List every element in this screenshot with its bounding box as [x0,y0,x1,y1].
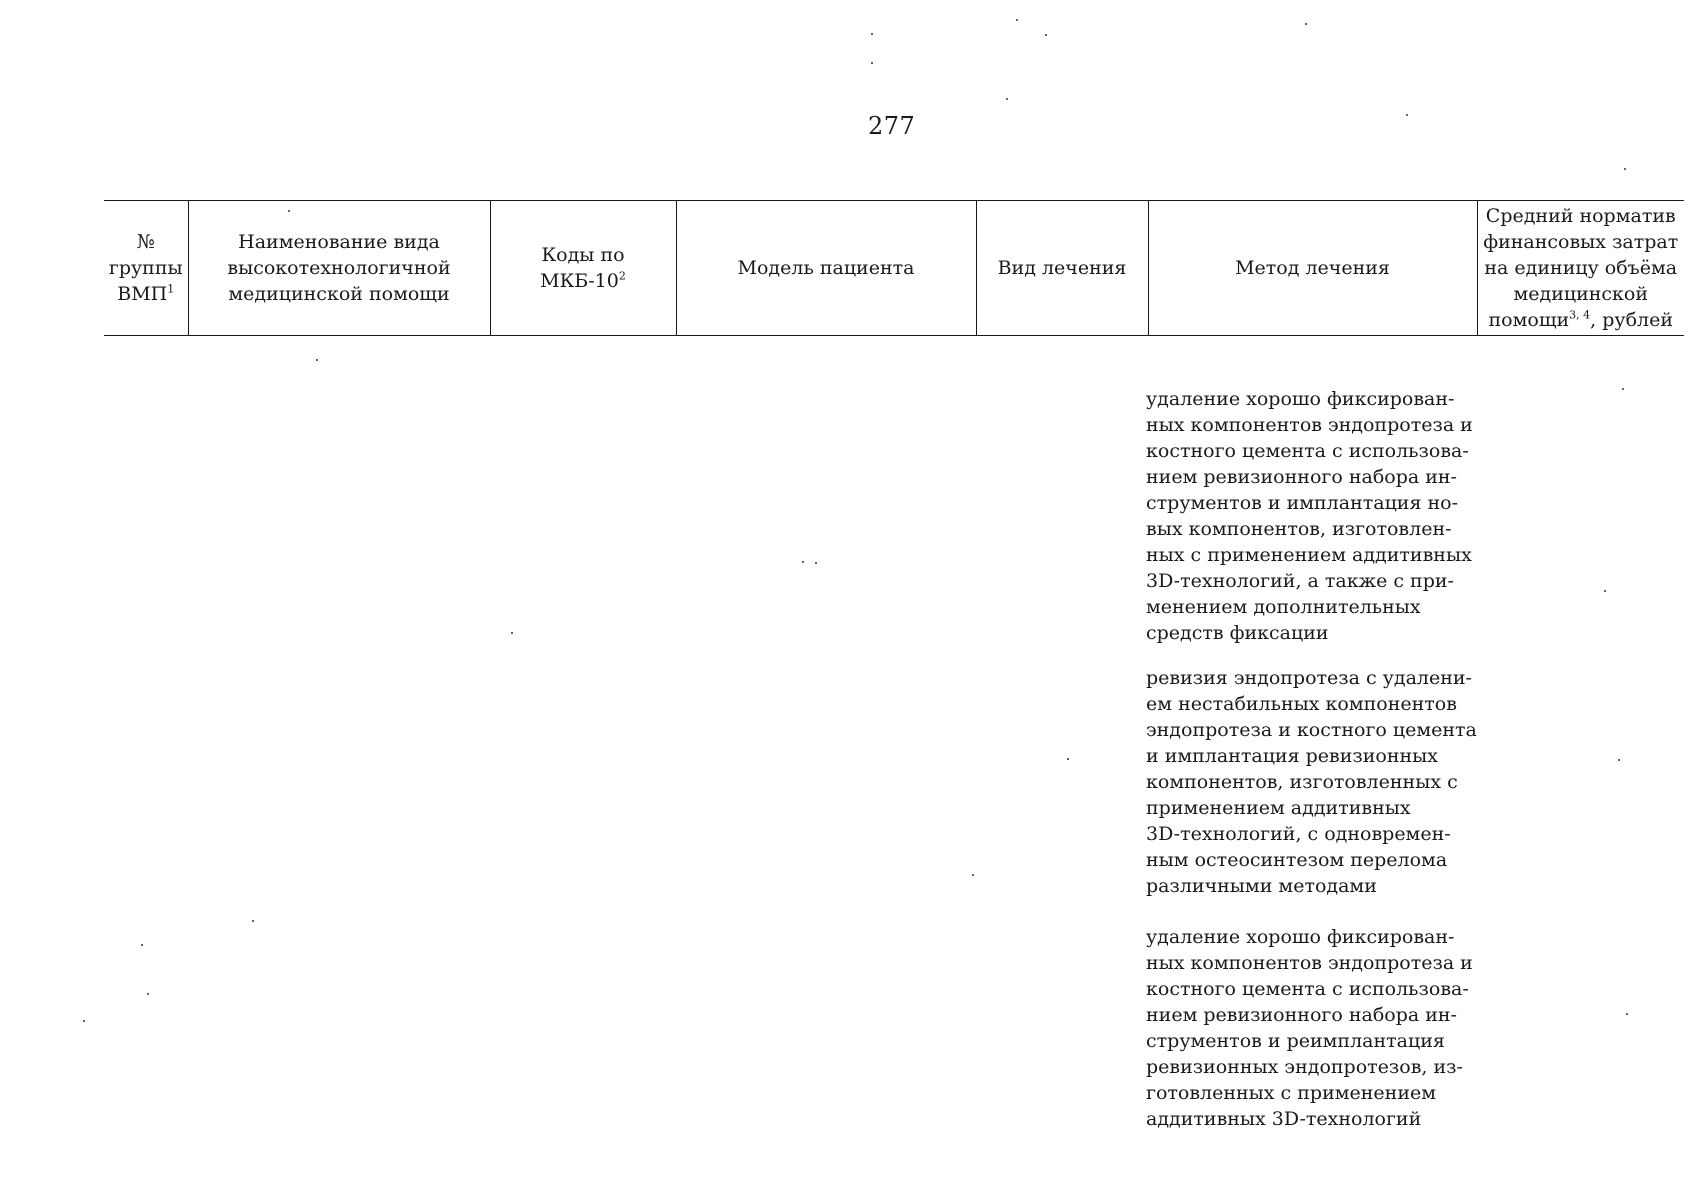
scan-speck [141,944,143,946]
header-financial-standard-line2: финансовых затрат [1483,231,1679,253]
method-line: вых компонентов, изготовлен- [1146,518,1452,540]
page-number: 277 [868,112,916,140]
method-line: применением аддитивных [1146,797,1411,819]
header-group-number-line2: группы [108,257,183,279]
scan-speck [1305,23,1307,25]
scan-speck [815,562,817,564]
header-treatment-type: Вид лечения [976,201,1148,336]
header-financial-standard [1477,201,1684,336]
method-line: ных компонентов эндопротеза и [1146,952,1473,974]
method-line: ревизия эндопротеза с удалени- [1146,667,1472,689]
header-patient-model: Модель пациента [676,201,976,336]
scan-speck [316,359,318,361]
method-line: 3D-технологий, а также с при- [1146,570,1454,592]
scan-speck [1045,34,1047,36]
footnote-ref-2: 2 [618,269,626,283]
method-line: компонентов, изготовленных с [1146,771,1458,793]
method-line: и имплантация ревизионных [1146,745,1439,767]
method-line: ревизионных эндопротезов, из- [1146,1056,1463,1078]
scan-speck [871,33,873,35]
header-icd-codes-line2: МКБ-10 [540,270,619,292]
method-line: эндопротеза и костного цемента [1146,719,1477,741]
header-care-type-name-line1: Наименование вида [238,231,440,253]
method-line: удаление хорошо фиксирован- [1146,926,1455,948]
treatment-method-1 [1146,386,1476,646]
scan-speck [1067,758,1069,760]
method-line: ных с применением аддитивных [1146,544,1472,566]
scan-speck [1016,19,1018,21]
method-line: ных компонентов эндопротеза и [1146,414,1473,436]
method-line: струментов и реимплантация [1146,1030,1445,1052]
scan-speck [1626,1013,1628,1015]
header-group-number [104,201,188,336]
header-care-type-name-line2: высокотехнологичной [227,257,451,279]
scan-speck [1604,590,1606,592]
scan-speck [802,561,804,563]
header-financial-standard-line4: медицинской [1513,283,1649,305]
header-group-number-line1: № [136,231,155,253]
method-line: струментов и имплантация но- [1146,492,1459,514]
scan-speck [871,62,873,64]
scan-speck [972,874,974,876]
header-financial-standard-line5b: , рублей [1590,309,1673,331]
header-financial-standard-line1: Средний норматив [1485,205,1676,227]
method-line: ным остеосинтезом перелома [1146,849,1448,871]
method-line: костного цемента с использова- [1146,978,1469,1000]
scan-speck [511,632,513,634]
method-line: аддитивных 3D-технологий [1146,1108,1422,1130]
method-line: менением дополнительных [1146,596,1421,618]
table-header [104,200,1684,336]
header-care-type-name-line3: медицинской помощи [228,283,450,305]
scan-speck [147,993,149,995]
scan-speck [1006,98,1008,100]
method-line: костного цемента с использова- [1146,440,1469,462]
scan-speck [1618,759,1620,761]
method-line: средств фиксации [1146,622,1329,644]
header-treatment-method: Метод лечения [1148,201,1477,336]
scan-speck [288,210,290,212]
method-line: 3D-технологий, с одновремен- [1146,823,1451,845]
header-icd-codes-line1: Коды по [541,244,625,266]
method-line: готовленных с применением [1146,1082,1437,1104]
method-line: нием ревизионного набора ин- [1146,466,1457,488]
method-line: ем нестабильных компонентов [1146,693,1457,715]
method-line: нием ревизионного набора ин- [1146,1004,1457,1026]
header-icd-codes [490,201,676,336]
method-line: различными методами [1146,875,1377,897]
header-care-type-name [188,201,490,336]
method-line: удаление хорошо фиксирован- [1146,388,1455,410]
header-financial-standard-line5a: помощи [1488,309,1570,331]
footnote-ref-1: 1 [167,282,175,296]
scan-speck [1622,388,1624,390]
header-financial-standard-line3: на единицу объёма [1484,257,1678,279]
scan-speck [252,920,254,922]
header-group-number-line3: ВМП [117,283,168,305]
treatment-method-3 [1146,924,1476,1132]
scan-speck [83,1020,85,1022]
treatment-method-2 [1146,665,1476,899]
scan-speck [1624,168,1626,170]
scan-speck [1406,114,1408,116]
footnote-ref-3-4: 3, 4 [1569,308,1591,322]
